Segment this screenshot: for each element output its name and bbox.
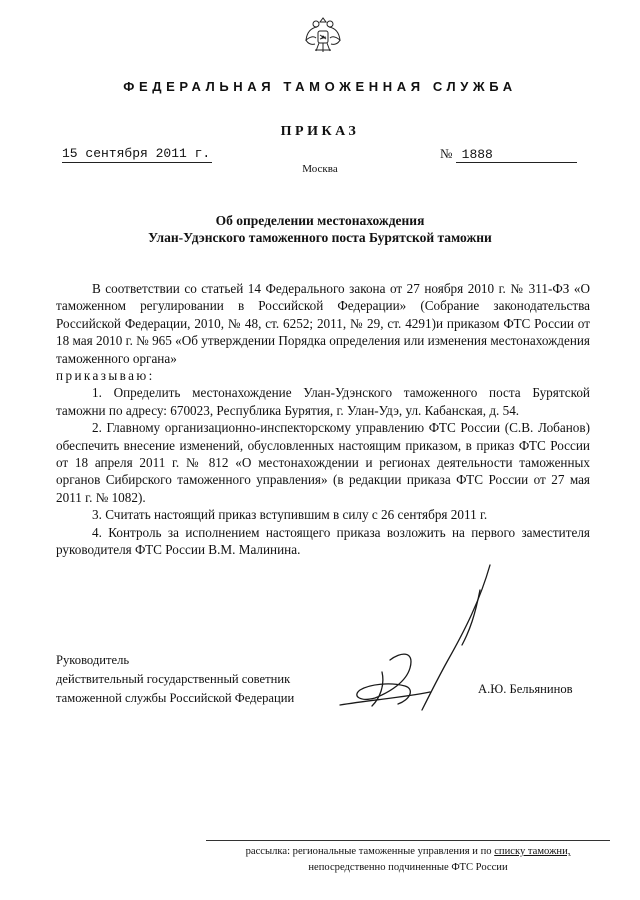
document-city: Москва <box>302 163 338 175</box>
title-line-1: Об определении местонахождения <box>215 213 425 228</box>
signer-position-2: действительный государственный советник <box>56 672 291 686</box>
distribution-line-1 <box>206 844 610 860</box>
distribution-underlined: списку таможни, <box>494 846 571 857</box>
order-item-4: 4. Контроль за исполнением настоящего приказа возложить на первого заместителя руководителя ФТС России В.М. Малинина. <box>56 524 590 558</box>
preamble-paragraph: В соответствии со статьей 14 Федерального закона от 27 ноября 2010 г. № 311-ФЗ «О таможенном регулировании в Российской Федерации» (Собрание законодательства Российской Федерации, 2010, № 48, ст. 6252; 2011, № 29, ст. 4291)и приказом ФТС России от 18 мая 2010 г. № 965 «Об утверждении Порядка определения или изменения местонахождения таможенного органа» <box>56 281 590 366</box>
document-type: ПРИКАЗ <box>280 124 360 139</box>
agency-name: ФЕДЕРАЛЬНАЯ ТАМОЖЕННАЯ СЛУЖБА <box>123 79 517 94</box>
signer-name: А.Ю. Бельянинов <box>478 682 573 696</box>
distribution-list <box>206 844 610 876</box>
order-word: приказываю: <box>56 368 155 384</box>
document-number: 1888 <box>456 147 577 163</box>
order-item-1: 1. Определить местонахождение Улан-Удэнского таможенного поста Бурятской таможни по адресу: 670023, Республика Бурятия, г. Улан-Удэ, ул. Кабанская, д. 54. <box>56 385 590 418</box>
order-item-2: 2. Главному организационно-инспекторскому управлению ФТС России (С.В. Лобанов) обеспечить внесение изменений, обусловленных настоящим приказом, в приказ ФТС России от 18 апреля 2011 г. № 812 «О местонахождении и регионах деятельности таможенных органов Сибирского таможенного управления» (в редакции приказа ФТС России от 27 мая 2011 г. № 1082). <box>56 420 590 505</box>
distribution-line-2: непосредственно подчиненные ФТС России <box>308 862 508 873</box>
document-date: 15 сентября 2011 г. <box>62 146 211 161</box>
distribution-divider <box>206 840 610 841</box>
document-number-row <box>440 146 588 163</box>
coat-of-arms-icon <box>303 14 343 58</box>
signer-position-3: таможенной службы Российской Федерации <box>56 691 295 705</box>
order-item-3: 3. Считать настоящий приказ вступившим в силу с 26 сентября 2011 г. <box>92 507 488 523</box>
document-body <box>56 280 590 559</box>
distribution-text: рассылка: региональные таможенные управления и по <box>245 846 495 857</box>
signer-block <box>56 651 294 708</box>
document-title <box>60 212 580 246</box>
signer-position-1: Руководитель <box>56 653 130 667</box>
number-sign: № <box>440 146 453 161</box>
title-line-2: Улан-Удэнского таможенного поста Бурятской таможни <box>148 230 492 245</box>
